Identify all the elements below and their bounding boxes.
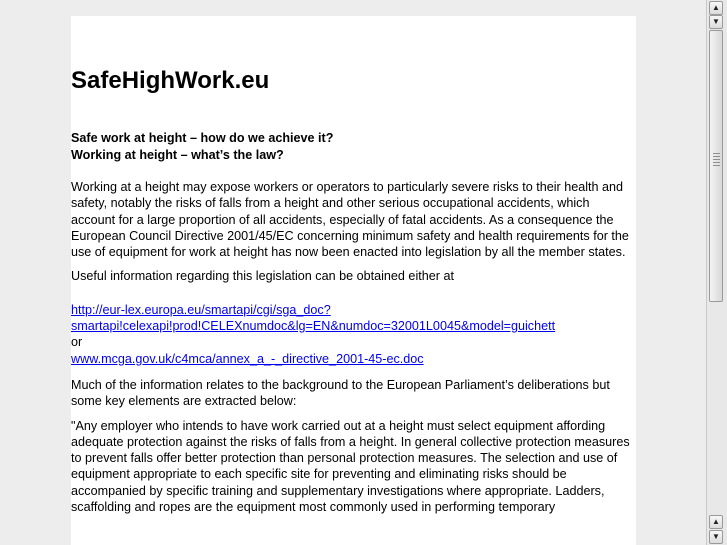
subheading-achieve: Safe work at height – how do we achieve it? <box>71 131 334 145</box>
site-title: SafeHighWork.eu <box>71 67 270 94</box>
page-content <box>71 66 637 523</box>
quote-paragraph: "Any employer who intends to have work carried out at a height must select equipment affording adequate protection against the risks of falls from a height. In general collective protection measures to prevent falls offer better protection than personal protection measures. The selection and use of equipment appropriate to each specific site for preventing and eliminating risks should be accompanied by specific training and supplementary investigations where appropriate. Ladders, scaffolding and ropes are the equipment most commonly used in performing temporary <box>71 418 630 515</box>
scroll-up-arrow-icon[interactable]: ▲ <box>709 1 723 15</box>
scroll-up-arrow-icon[interactable]: ▲ <box>709 515 723 529</box>
subheadings <box>71 130 637 163</box>
or-text: or <box>71 335 83 350</box>
eurlex-link[interactable] <box>71 302 637 335</box>
mcga-link[interactable]: www.mcga.gov.uk/c4mca/annex_a_-_directive_2001-45-ec.doc <box>71 351 424 366</box>
scroll-down-arrow-icon[interactable]: ▼ <box>709 530 723 544</box>
grip-icon <box>713 153 720 167</box>
background-paragraph: Much of the information relates to the background to the European Parliament’s deliberations but some key elements are extracted below: <box>71 377 610 409</box>
scroll-down-arrow-icon[interactable]: ▼ <box>709 15 723 29</box>
useful-info-paragraph: Useful information regarding this legislation can be obtained either at <box>71 269 454 284</box>
subheading-law: Working at height – what’s the law? <box>71 147 284 162</box>
vertical-scrollbar[interactable] <box>706 0 727 545</box>
eurlex-link-line2: smartapi!celexapi!prod!CELEXnumdoc&lg=EN&numdoc=32001L0045&model=guichett <box>71 319 556 334</box>
eurlex-link-line1: http://eur-lex.europa.eu/smartapi/cgi/sga_doc? <box>71 302 331 317</box>
intro-paragraph: Working at a height may expose workers or operators to particularly severe risks to their health and safety, notably the risks of falls from a height and other serious occupational accidents, which account for a large proportion of all accidents, especially of fatal accidents. As a consequence the European Council Directive 2001/45/EC concerning minimum safety and health requirements for the use of equipment for work at height has now been enacted into legislation by all the member states. <box>71 180 629 260</box>
legislation-links <box>71 302 637 367</box>
scrollbar-thumb[interactable] <box>709 30 723 302</box>
